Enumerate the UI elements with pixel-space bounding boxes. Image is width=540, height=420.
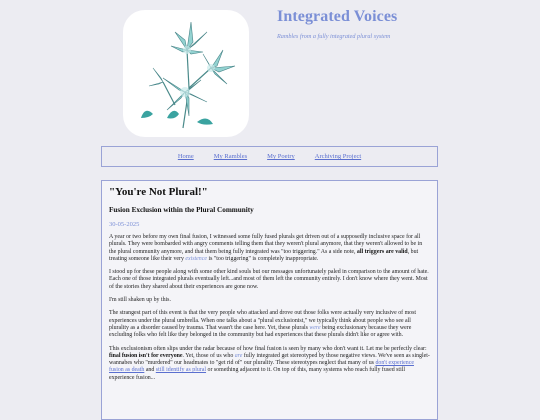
nav-my-rambles[interactable]: My Rambles [213,153,248,160]
lily-flowers-icon [123,10,249,137]
p5-emphasis: are [234,352,243,359]
nav-home[interactable]: Home [177,153,194,160]
p1-text-a: A year or two before my own final fusion, I witnessed some fully fused plurals get driven out of a supposedly inclusive space for all plurals. They were bombarded with angry comments telling them that they weren't plural anymore, that they weren't allowed to be in the plural community anymore, and that them being fully integrated was "too triggering." As a side note, [109,234,423,255]
site-title: Integrated Voices [277,8,398,25]
article-paragraph-2: I stood up for these people along with some other kind souls but our messages unfortunately paled in comparison to the amount of hate. Each one of those integrated plurals eventually left...and most of them left the community entirely. I don't know where they went. Most of the stories they shared about their experiences are gone now. [109,269,429,290]
p4-emphasis: were [309,324,321,331]
p5-text-e: or something adjacent to it. On top of this, many systems who reach fully fused still experience fusion... [109,367,405,381]
p1-text-b: , but treating someone like their very [109,248,419,262]
site-subtitle: Rambles from a fully integrated plural system [277,33,391,40]
article-paragraph-3: I'm still shaken up by this. [109,297,171,304]
p5-text-c: fully integrated get stereotyped by those negative views. We've seen as singlet-wannabes who "murdered" our headmates to "get rid of" our plurality. These stereotypes neglect that many of us [109,352,430,367]
article-subtitle: Fusion Exclusion within the Plural Community [109,206,254,214]
p4-text-b: being exclusionary because they were excluding folks who felt like they belonged in the community but had experiences that these plurals didn't like or agree with. [109,324,412,339]
p1-emphasis: existence [185,255,207,262]
nav-my-poetry[interactable]: My Poetry [267,153,295,160]
p4-text-a: The strangest part of this event is that the very people who attacked and drove out those folks were actually very inclusive of most experiences under the plural umbrella. When one talks about a "plural exclusionist," we typically think about people who see all plurality as a disorder caused by trauma. That wasn't the case here. Yet, these plurals [109,310,417,331]
article-date: 30-05-2025 [109,221,140,228]
p5-text-b: . Yet, those of us who [182,352,235,359]
article-title: "You're Not Plural!" [109,186,208,198]
main-nav [101,146,438,167]
article-paragraph-5 [109,346,430,382]
nav-archiving-project[interactable]: Archiving Project [314,153,362,160]
site-logo [123,10,249,137]
p5-text-a: This exclusionism often slips under the radar because of how final fusion is seen by many who don't want it. Let me be perfectly clear: [109,345,427,352]
p5-text-d: and [144,367,156,374]
link-still-plural[interactable]: still identify as plural [155,367,207,374]
article-paragraph-1 [109,234,430,263]
link-fusion-not-death[interactable]: don't experience fusion as death [109,360,414,374]
p1-text-c: is "too triggering" is completely inappropriate. [206,255,319,262]
p1-bold: all triggers are valid [356,248,408,255]
p5-bold: final fusion isn't for everyone [109,352,183,359]
article-paragraph-4 [109,310,430,339]
article [101,180,438,420]
